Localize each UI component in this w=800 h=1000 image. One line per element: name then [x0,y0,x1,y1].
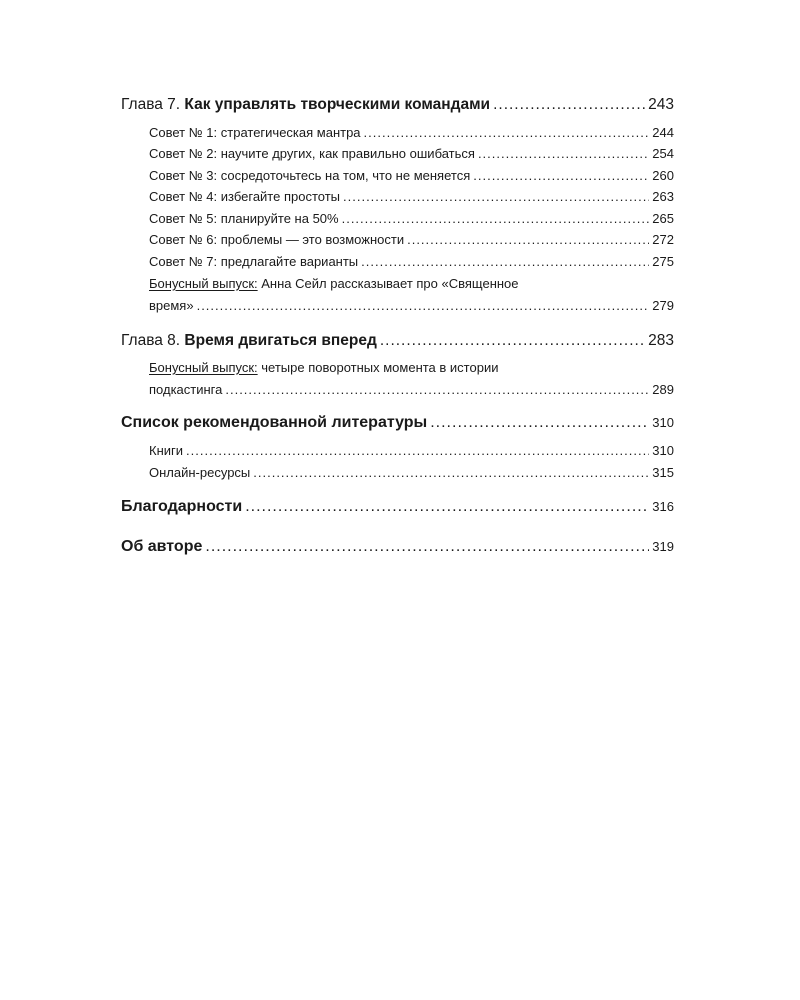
dot-leader [342,211,650,226]
item-label: Совет № 3: сосредоточьтесь на том, что не меняется [149,168,471,183]
item-label: Совет № 6: проблемы — это возможности [149,232,405,247]
toc-bonus-line2[interactable] [149,298,674,313]
dot-leader [205,538,649,556]
toc-item[interactable] [149,443,674,458]
toc-thanks[interactable] [121,498,674,516]
item-label: Совет № 5: планируйте на 50% [149,211,339,226]
bonus-tag: Бонусный выпуск: [149,360,258,375]
bonus-title-line2: подкастинга [149,382,223,397]
item-label: Совет № 4: избегайте простоты [149,189,341,204]
section-title: Благодарности [121,498,243,515]
dot-leader [197,298,650,313]
item-label: Онлайн-ресурсы [149,465,251,480]
item-label: Совет № 1: стратегическая мантра [149,125,361,140]
dot-leader [343,189,649,204]
page-number: 310 [652,415,674,430]
dot-leader [407,232,649,247]
page-number: 283 [648,332,674,349]
chapter-prefix: Глава 8. [121,332,181,349]
page-number: 243 [648,96,674,113]
toc-chapter-7[interactable] [121,96,674,114]
chapter-heading [121,332,377,350]
page-number: 319 [652,539,674,554]
section-title: Список рекомендованной литературы [121,414,428,431]
chapter-title: Время двигаться вперед [184,332,377,349]
dot-leader [225,382,649,397]
toc-item[interactable] [149,146,674,161]
dot-leader [380,332,645,350]
toc-item[interactable] [149,465,674,480]
item-label: Совет № 2: научите других, как правильно ошибаться [149,146,475,161]
dot-leader [473,168,649,183]
bonus-tag: Бонусный выпуск: [149,276,258,291]
toc-about[interactable] [121,538,674,556]
page-number: 315 [652,465,674,480]
dot-leader [245,498,649,516]
dot-leader [361,254,649,269]
toc-item[interactable] [149,168,674,183]
section-title: Об авторе [121,538,203,555]
toc-bonus-line1[interactable] [149,276,519,291]
chapter-title: Как управлять творческими командами [184,96,491,113]
page-number: 316 [652,499,674,514]
bonus-title-line2: время» [149,298,194,313]
toc-item[interactable] [149,254,674,269]
toc-literature[interactable] [121,414,674,432]
toc-item[interactable] [149,232,674,247]
page-number: 289 [652,382,674,397]
toc-chapter-8[interactable] [121,332,674,350]
page-number: 244 [652,125,674,140]
page-number: 260 [652,168,674,183]
chapter-heading [121,96,490,114]
dot-leader [253,465,649,480]
page-number: 254 [652,146,674,161]
toc-bonus-line1[interactable] [149,360,498,375]
toc-item[interactable] [149,211,674,226]
page-number: 265 [652,211,674,226]
dot-leader [364,125,650,140]
toc-bonus-line2[interactable] [149,382,674,397]
item-label: Книги [149,443,184,458]
item-label: Совет № 7: предлагайте варианты [149,254,359,269]
chapter-prefix: Глава 7. [121,96,181,113]
page-number: 275 [652,254,674,269]
toc-item[interactable] [149,189,674,204]
bonus-title-line1: четыре поворотных момента в истории [261,360,499,375]
bonus-title-line1: Анна Сейл рассказывает про «Священное [261,276,519,291]
page-number: 310 [652,443,674,458]
page-number: 263 [652,189,674,204]
dot-leader [478,146,649,161]
dot-leader [493,96,645,114]
page-number: 272 [652,232,674,247]
dot-leader [186,443,649,458]
dot-leader [430,414,649,432]
toc-item[interactable] [149,125,674,140]
page-number: 279 [652,298,674,313]
